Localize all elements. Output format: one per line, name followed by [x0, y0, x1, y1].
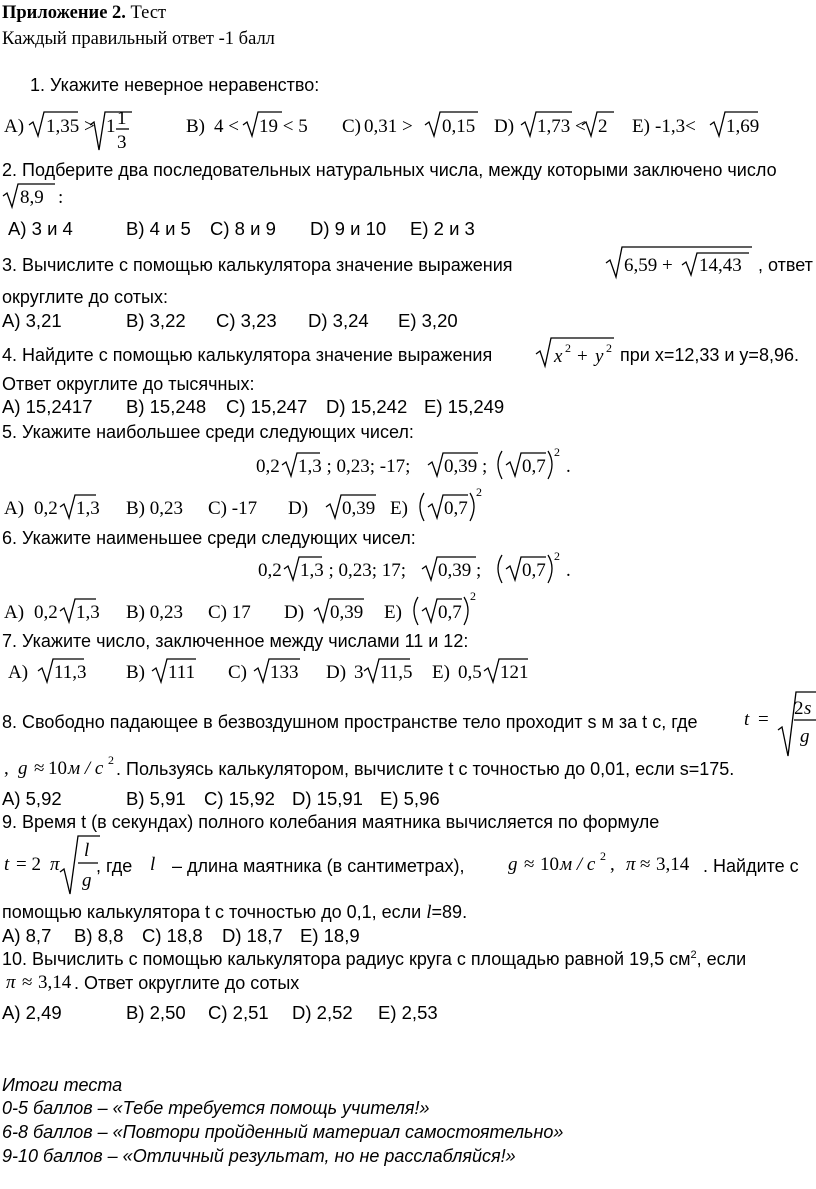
svg-text:0,7: 0,7 — [438, 602, 462, 623]
page-subtitle: Каждый правильный ответ -1 балл — [2, 29, 275, 49]
svg-text:= 2: = 2 — [16, 854, 41, 875]
question-4-text-end: при x=12,33 и y=8,96. — [620, 345, 799, 365]
svg-text:10: 10 — [540, 854, 559, 875]
question-3-text-end: , ответ — [758, 255, 813, 275]
svg-text:1,69: 1,69 — [726, 116, 760, 137]
results-line-3: 9-10 баллов – «Отличный результат, но не расслабляйся!» — [2, 1146, 516, 1166]
svg-text:A): A) — [4, 602, 25, 623]
q4-answer-b: B) 15,248 — [126, 396, 207, 417]
svg-text:C): C) — [342, 116, 361, 137]
svg-text:y: y — [595, 346, 604, 367]
svg-text:D): D) — [494, 116, 515, 137]
svg-text:+: + — [577, 346, 588, 367]
svg-text:B) 0,23: B) 0,23 — [126, 602, 183, 623]
svg-text:14,43: 14,43 — [699, 255, 742, 276]
svg-text:t: t — [744, 709, 750, 730]
q10-answer-a: A) 2,49 — [2, 1002, 62, 1023]
svg-text:2: 2 — [470, 589, 476, 603]
svg-text:0,7: 0,7 — [522, 560, 546, 581]
q8-answer-e: E) 5,96 — [380, 788, 440, 809]
svg-text:121: 121 — [500, 662, 529, 683]
svg-text:.: . — [566, 456, 571, 477]
svg-text:111: 111 — [168, 662, 196, 683]
svg-text:g: g — [508, 854, 518, 875]
svg-text:м / c: м / c — [560, 854, 596, 875]
q4-answer-d: D) 15,242 — [326, 396, 408, 417]
svg-text:4 <: 4 < — [214, 116, 239, 137]
svg-text:A): A) — [4, 498, 25, 519]
svg-text:1,3: 1,3 — [76, 602, 100, 623]
svg-text:E): E) — [390, 498, 408, 519]
q2-answer-c: C) 8 и 9 — [210, 218, 276, 239]
question-9-pi — [624, 846, 704, 876]
svg-text:D): D) — [284, 602, 305, 623]
q4-answer-c: C) 15,247 — [226, 396, 308, 417]
question-2-radical — [0, 181, 90, 211]
q8-answer-d: D) 15,91 — [292, 788, 363, 809]
q2-answer-b: B) 4 и 5 — [126, 218, 191, 239]
svg-text:,: , — [4, 758, 9, 779]
q9-answer-d: D) 18,7 — [222, 925, 283, 946]
svg-text:g: g — [18, 758, 28, 779]
svg-text:2: 2 — [794, 698, 804, 719]
svg-text:=: = — [758, 709, 769, 730]
svg-text:3,14: 3,14 — [38, 972, 72, 993]
question-7-text: 7. Укажите число, заключенное между числами 11 и 12: — [2, 631, 469, 651]
question-2-text: 2. Подберите два последовательных натуральных числа, между которыми заключено число — [2, 160, 777, 180]
svg-text:10: 10 — [48, 758, 67, 779]
svg-text:0,39 ;: 0,39 ; — [444, 456, 488, 477]
svg-text:A): A) — [8, 662, 29, 683]
question-8-text: 8. Свободно падающее в безвоздушном пространстве тело проходит s м за t с, где — [2, 712, 698, 732]
q9-answer-e: E) 18,9 — [300, 925, 360, 946]
svg-text:.: . — [566, 560, 571, 581]
question-1-options — [0, 100, 816, 160]
svg-text:l: l — [84, 840, 90, 861]
svg-text:B): B) — [126, 662, 145, 683]
svg-text:A): A) — [4, 116, 25, 137]
svg-text:E): E) — [432, 662, 450, 683]
question-9-text-2: помощью калькулятора t с точностью до 0,1, если l=89. — [2, 902, 468, 923]
svg-text:≈: ≈ — [34, 758, 45, 779]
question-10-text: 10. Вычислить с помощью калькулятора радиус круга с площадью равной 19,5 $см^2$, если — [2, 949, 747, 969]
question-1-text: 1. Укажите неверное неравенство: — [30, 75, 320, 95]
question-9-g-formula — [506, 846, 636, 876]
q3-answer-d: D) 3,24 — [308, 310, 369, 331]
question-5-answers — [0, 485, 520, 526]
svg-text:3,14: 3,14 — [656, 854, 690, 875]
q2-answer-e: E) 2 и 3 — [410, 218, 475, 239]
question-10-text-2: . Ответ округлите до сотых — [74, 973, 300, 993]
svg-text:19 < 5: 19 < 5 — [259, 116, 308, 137]
svg-text:x: x — [554, 346, 563, 367]
question-6-text: 6. Укажите наименьшее среди следующих чисел: — [2, 528, 416, 548]
question-4-text-2: Ответ округлите до тысячных: — [2, 374, 255, 394]
svg-text:,: , — [610, 854, 615, 875]
q4-answer-a: A) 15,2417 — [2, 396, 93, 417]
svg-text:π: π — [6, 972, 16, 993]
svg-text:0,2: 0,2 — [34, 602, 58, 623]
q9-answer-b: B) 8,8 — [74, 925, 124, 946]
svg-text::: : — [58, 187, 64, 208]
svg-text:2: 2 — [565, 341, 571, 355]
results-title: Итоги теста — [2, 1075, 123, 1095]
svg-text:2: 2 — [476, 485, 482, 499]
svg-text:1,35 >: 1,35 > — [46, 116, 95, 137]
svg-text:B): B) — [186, 116, 205, 137]
svg-text:1: 1 — [117, 108, 127, 129]
question-9-text-mid1: , где — [96, 856, 133, 876]
q2-answer-d: D) 9 и 10 — [310, 218, 387, 239]
svg-text:C) -17: C) -17 — [208, 498, 258, 519]
svg-text:2: 2 — [598, 116, 608, 137]
svg-text:C): C) — [228, 662, 247, 683]
question-9-l-symbol: l — [150, 854, 156, 875]
svg-text:8,9: 8,9 — [20, 187, 44, 208]
question-7-answers — [0, 654, 560, 688]
svg-text:D): D) — [288, 498, 309, 519]
page-title: Приложение 2. Тест — [2, 3, 167, 23]
svg-text:2: 2 — [606, 341, 612, 355]
svg-text:0,7: 0,7 — [444, 498, 468, 519]
svg-text:E): E) — [632, 116, 650, 137]
svg-text:≈: ≈ — [22, 972, 33, 993]
svg-text:2: 2 — [600, 849, 606, 863]
svg-text:E): E) — [384, 602, 402, 623]
svg-text:1,3 ; 0,23; -17;: 1,3 ; 0,23; -17; — [298, 456, 411, 477]
svg-text:D): D) — [326, 662, 347, 683]
question-6-answers — [0, 589, 520, 630]
question-3-text-2: округлите до сотых: — [2, 287, 168, 307]
q8-answer-c: C) 15,92 — [204, 788, 275, 809]
question-9-text: 9. Время t (в секундах) полного колебания маятника вычисляется по формуле — [2, 812, 660, 832]
svg-text:s: s — [804, 698, 812, 719]
q4-answer-e: E) 15,249 — [424, 396, 505, 417]
svg-text:g: g — [82, 870, 92, 891]
question-9-text-mid2: – длина маятника (в сантиметрах), — [172, 856, 465, 876]
svg-text:6,59 +: 6,59 + — [624, 255, 673, 276]
svg-text:0,39 ;: 0,39 ; — [438, 560, 482, 581]
svg-text:2: 2 — [554, 549, 560, 563]
svg-text:133: 133 — [270, 662, 299, 683]
svg-text:0,15: 0,15 — [442, 116, 476, 137]
question-9-text-mid3: . Найдите с — [703, 856, 799, 876]
results-line-1: 0-5 баллов – «Тебе требуется помощь учителя!» — [2, 1098, 430, 1118]
svg-text:0,31 >: 0,31 > — [364, 116, 413, 137]
svg-text:-1,3<: -1,3< — [655, 116, 696, 137]
question-8-text-2: . Пользуясь калькулятором, вычислите t с точностью до 0,01, если s=175. — [116, 759, 735, 779]
svg-text:0,39: 0,39 — [330, 602, 364, 623]
results-line-2: 6-8 баллов – «Повтори пройденный материал самостоятельно» — [2, 1122, 564, 1142]
svg-text:t: t — [4, 854, 10, 875]
svg-text:0,5: 0,5 — [458, 662, 482, 683]
svg-text:0,39: 0,39 — [342, 498, 376, 519]
svg-text:11,3: 11,3 — [54, 662, 87, 683]
q8-answer-b: B) 5,91 — [126, 788, 186, 809]
svg-text:g: g — [800, 726, 810, 747]
q9-answer-c: C) 18,8 — [142, 925, 203, 946]
svg-text:0,7: 0,7 — [522, 456, 546, 477]
question-3-text: 3. Вычислите с помощью калькулятора значение выражения — [2, 255, 513, 275]
svg-text:≈: ≈ — [524, 854, 535, 875]
question-4-text: 4. Найдите с помощью калькулятора значение выражения — [2, 345, 493, 365]
svg-text:0,2: 0,2 — [256, 456, 280, 477]
q10-answer-c: C) 2,51 — [208, 1002, 269, 1023]
svg-text:1,73 <: 1,73 < — [537, 116, 586, 137]
question-5-numbers — [254, 445, 654, 484]
question-4-expression — [534, 334, 634, 370]
question-6-numbers — [256, 549, 656, 588]
svg-text:2: 2 — [554, 445, 560, 459]
q3-answer-a: A) 3,21 — [2, 310, 62, 331]
q8-answer-a: A) 5,92 — [2, 788, 62, 809]
svg-text:1,3: 1,3 — [76, 498, 100, 519]
svg-text:3: 3 — [354, 662, 364, 683]
svg-text:2: 2 — [108, 753, 114, 767]
q3-answer-c: C) 3,23 — [216, 310, 277, 331]
svg-text:≈: ≈ — [640, 854, 651, 875]
q10-answer-b: B) 2,50 — [126, 1002, 186, 1023]
svg-text:B) 0,23: B) 0,23 — [126, 498, 183, 519]
q3-answer-e: E) 3,20 — [398, 310, 458, 331]
svg-text:π: π — [50, 854, 60, 875]
question-8-formula — [744, 690, 814, 770]
svg-text:π: π — [626, 854, 636, 875]
q10-answer-e: E) 2,53 — [378, 1002, 438, 1023]
svg-text:1: 1 — [106, 116, 116, 137]
svg-text:3: 3 — [117, 132, 127, 153]
svg-text:C) 17: C) 17 — [208, 602, 251, 623]
q3-answer-b: B) 3,22 — [126, 310, 186, 331]
question-5-text: 5. Укажите наибольшее среди следующих чисел: — [2, 422, 414, 442]
svg-text:11,5: 11,5 — [380, 662, 413, 683]
question-3-expression — [604, 241, 764, 281]
q9-answer-a: A) 8,7 — [2, 925, 52, 946]
q10-answer-d: D) 2,52 — [292, 1002, 353, 1023]
svg-text:м / c: м / c — [68, 758, 104, 779]
svg-text:0,2: 0,2 — [258, 560, 282, 581]
svg-text:1,3 ; 0,23; 17;: 1,3 ; 0,23; 17; — [300, 560, 407, 581]
svg-text:0,2: 0,2 — [34, 498, 58, 519]
q2-answer-a: A) 3 и 4 — [8, 218, 73, 239]
